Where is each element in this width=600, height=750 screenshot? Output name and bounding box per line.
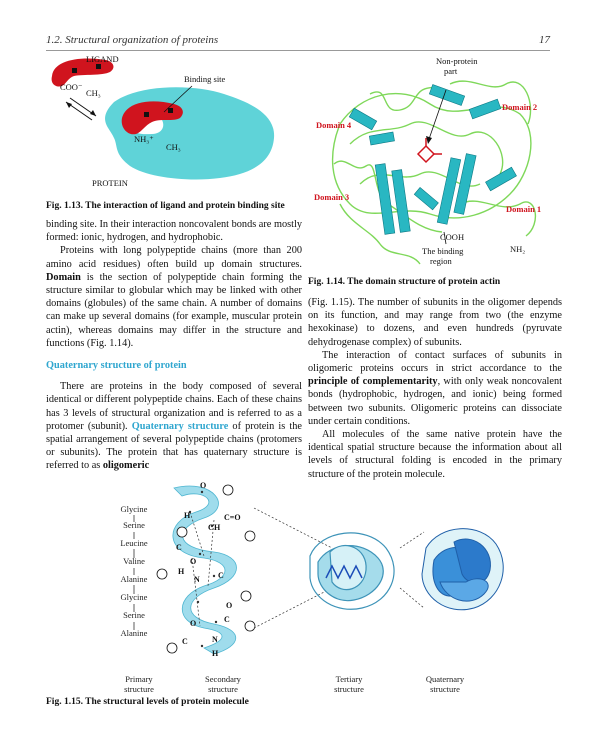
- svg-text:C: C: [224, 615, 230, 624]
- figure-1-13: [44, 54, 300, 192]
- left-text-column: [46, 218, 302, 473]
- domain3-label: Domain 3: [314, 192, 350, 202]
- rp2-term-complementarity: principle of complementarity: [308, 376, 438, 388]
- svg-text:O: O: [190, 619, 197, 628]
- domain1-label: Domain 1: [506, 204, 542, 214]
- svg-text:H: H: [178, 567, 185, 576]
- svg-text:C: C: [218, 571, 224, 580]
- binding-region-line2: region: [430, 256, 452, 266]
- structure-level-label: [410, 674, 480, 694]
- nh2-label: NH₂: [510, 244, 526, 254]
- figure-1-15-caption: Fig. 1.15. The structural levels of protein molecule: [46, 697, 249, 707]
- domain4-label: Domain 4: [316, 120, 352, 130]
- chain-residue: Leucine: [120, 538, 148, 548]
- nonprotein-label-line2: part: [444, 66, 458, 76]
- p3-term-oligomeric: oligomeric: [102, 460, 150, 472]
- svg-text:N: N: [212, 635, 218, 644]
- ch3-label-a: CH₃: [86, 88, 101, 98]
- structural-levels-diagram: [104, 478, 504, 698]
- binding-region-line1: The binding: [422, 246, 464, 256]
- rp2-text-b: , with only weak noncovalent bonds (hydrophobic, hydrogen, and ionic) being formed between two subunits. Oligomeric proteins can dissociate under certain conditions.: [308, 376, 562, 427]
- svg-text:H: H: [214, 523, 221, 532]
- svg-text:C: C: [176, 543, 182, 552]
- svg-text:C: C: [208, 523, 214, 532]
- svg-text:N: N: [194, 575, 200, 584]
- cooh-label: COOH: [440, 232, 465, 242]
- chain-residue: Serine: [123, 520, 145, 530]
- domain2-label: Domain 2: [502, 102, 538, 112]
- chain-residue: Glycine: [120, 504, 148, 514]
- p3-text-b: of protein is the spatial arrangement of several polypeptide chains (protomers or subunits). The protein that has quaternary structure is referred to as: [46, 420, 302, 472]
- nh3-label: NH₃⁺: [134, 134, 154, 144]
- rp2-text-a: The interaction of contact surfaces of subunits in oligomeric proteins occurs in strict accordance to the: [308, 349, 562, 375]
- right-paragraph-1: (Fig. 1.15). The number of subunits in the oligomer depends on its function, and may range from two (the enzyme hexokinase) to dozens, and even hundreds (pyruvate dehydrogenase complex) of subunits.: [308, 297, 562, 348]
- structure-level-line: structure: [430, 684, 460, 694]
- left-paragraph-1: binding site. In their interaction noncovalent bonds are mostly formed: ionic, hydrogen, and hydrophobic.: [46, 219, 302, 244]
- left-paragraph-2: [46, 244, 302, 350]
- svg-text:O: O: [190, 557, 197, 566]
- right-paragraph-2: [308, 349, 562, 428]
- chain-residue: Valine: [123, 556, 145, 566]
- page-number: 17: [539, 34, 550, 46]
- structure-level-line: Secondary: [205, 674, 241, 684]
- p2-text-b: is the section of polypeptide chain forming the structure similar to globular which may be linked with other domains (globules) of the same chain. A number of domains can make up several domains (for example, muscular protein actin), whereas domains may differ in the structure and functions (Fig. 1.14).: [46, 271, 302, 349]
- figure-1-14: [310, 54, 560, 274]
- left-paragraph-3: [46, 380, 302, 472]
- p3-text-a: There are proteins in the body composed of several identical or different polypeptide chains. Each of these chains has 3 levels of structural organization and is referred to as a protomer (subunit).: [46, 381, 302, 432]
- coo-label: COO⁻: [60, 82, 83, 92]
- structure-level-line: structure: [334, 684, 364, 694]
- chain-residue: Alanine: [120, 574, 148, 584]
- ligand-label: LIGAND: [86, 54, 119, 64]
- svg-text:C=O: C=O: [224, 513, 241, 522]
- nonprotein-label-line1: Non-protein: [436, 56, 478, 66]
- structure-level-label: [188, 674, 258, 694]
- ch3-label-b: CH₃: [166, 142, 181, 152]
- svg-text:O: O: [200, 481, 207, 490]
- actin-domain-diagram: [310, 54, 560, 274]
- chain-residue: Alanine: [120, 628, 148, 638]
- svg-text:C: C: [182, 637, 188, 646]
- svg-text:H: H: [184, 511, 191, 520]
- right-text-column: [308, 296, 562, 481]
- structure-level-line: structure: [124, 684, 154, 694]
- svg-text:H: H: [212, 649, 219, 658]
- chain-residue: Serine: [123, 610, 145, 620]
- figure-1-14-caption: Fig. 1.14. The domain structure of protein actin: [308, 277, 501, 287]
- section-title: 1.2. Structural organization of proteins: [46, 34, 219, 46]
- figure-1-13-caption: Fig. 1.13. The interaction of ligand and protein binding site: [46, 201, 285, 211]
- quaternary-heading: Quaternary structure of protein: [46, 360, 187, 372]
- right-paragraph-3: All molecules of the same native protein have the identical spatial structure because the information about all levels of structural folding is encoded in the primary structure of the protein molecule.: [308, 429, 562, 480]
- svg-text:O: O: [226, 601, 233, 610]
- structure-level-line: Primary: [125, 674, 153, 684]
- ligand-binding-diagram: [44, 54, 300, 192]
- p2-text-a: Proteins with long polypeptide chains (more than 200 amino acid residues) often build up domain structures.: [46, 245, 302, 270]
- structure-level-line: structure: [208, 684, 238, 694]
- structure-level-label: [314, 674, 384, 694]
- chain-residue: Glycine: [120, 592, 148, 602]
- structure-level-label: [104, 674, 174, 694]
- protein-label: PROTEIN: [92, 178, 128, 188]
- structure-level-line: Quaternary: [425, 674, 465, 684]
- p3-term-quaternary: Quaternary structure: [131, 420, 229, 432]
- binding-site-label: Binding site: [184, 74, 226, 84]
- running-header: [46, 34, 550, 51]
- p2-term-domain: Domain: [46, 271, 81, 283]
- structure-level-line: Tertiary: [335, 674, 363, 684]
- figure-1-15: [104, 478, 504, 698]
